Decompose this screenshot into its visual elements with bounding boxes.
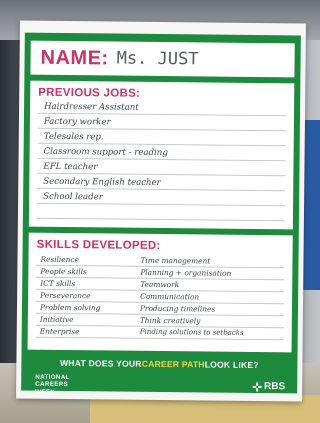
national-careers-week-logo xyxy=(35,374,70,397)
rbs-text: RBS xyxy=(263,381,286,393)
rbs-daisy-icon xyxy=(252,381,262,391)
question-highlight: CAREER PATH xyxy=(141,358,205,370)
poster-green-frame xyxy=(21,33,301,394)
job-entry: Hairdresser Assistant xyxy=(44,101,139,113)
skill-entry-left: Problem solving xyxy=(39,302,101,313)
ruled-line xyxy=(37,188,285,192)
ruled-line xyxy=(38,158,286,162)
skill-entry-left: Enterprise xyxy=(39,326,80,337)
job-entry: Factory worker xyxy=(43,116,111,128)
ruled-line xyxy=(38,128,286,132)
ruled-line xyxy=(36,337,284,341)
skill-entry-right: Think creatively xyxy=(139,315,201,326)
name-box xyxy=(30,41,294,78)
ruled-line xyxy=(37,173,285,177)
ruled-line xyxy=(37,218,285,222)
skill-entry-left: Perseverance xyxy=(40,290,91,301)
job-entry: Telesales rep. xyxy=(43,131,104,143)
skill-entry-right: Finding solutions to setbacks xyxy=(139,327,244,337)
previous-jobs-section xyxy=(29,81,295,230)
career-path-question xyxy=(27,355,291,374)
career-poster xyxy=(16,21,306,402)
ruled-line xyxy=(38,143,286,147)
ruled-line xyxy=(38,113,286,117)
logo-line: WEEK xyxy=(35,388,56,396)
skill-entry-left: ICT skills xyxy=(40,278,76,289)
rbs-logo xyxy=(252,381,285,392)
question-text-end: LOOK LIKE? xyxy=(204,359,259,371)
question-text-start: WHAT DOES YOUR xyxy=(59,357,142,369)
skill-entry-right: Producing timelines xyxy=(139,303,216,314)
job-entry: School leader xyxy=(43,191,103,203)
name-value: Ms. JUST xyxy=(116,48,199,70)
name-label: NAME: xyxy=(40,46,109,69)
job-entry: Secondary English teacher xyxy=(43,176,161,188)
skill-entry-left: Resilience xyxy=(40,254,80,265)
skill-entry-right: Communication xyxy=(140,291,200,302)
job-entry: EFL teacher xyxy=(43,161,98,173)
logo-line: CAREERS xyxy=(35,381,69,389)
skill-entry-right: Teamwork xyxy=(140,279,180,290)
skill-entry-right: Time management xyxy=(140,255,211,266)
skill-entry-left: Initiative xyxy=(39,314,74,325)
skill-entry-right: Planning + organisation xyxy=(140,267,232,278)
ruled-line xyxy=(37,203,285,207)
skill-entry-left: People skills xyxy=(40,266,87,277)
skills-section xyxy=(28,233,293,353)
previous-jobs-title: PREVIOUS JOBS: xyxy=(38,86,141,100)
skills-title: SKILLS DEVELOPED: xyxy=(36,238,161,252)
job-entry: Classroom support - reading xyxy=(43,146,168,159)
logo-line: NATIONAL xyxy=(35,373,70,382)
